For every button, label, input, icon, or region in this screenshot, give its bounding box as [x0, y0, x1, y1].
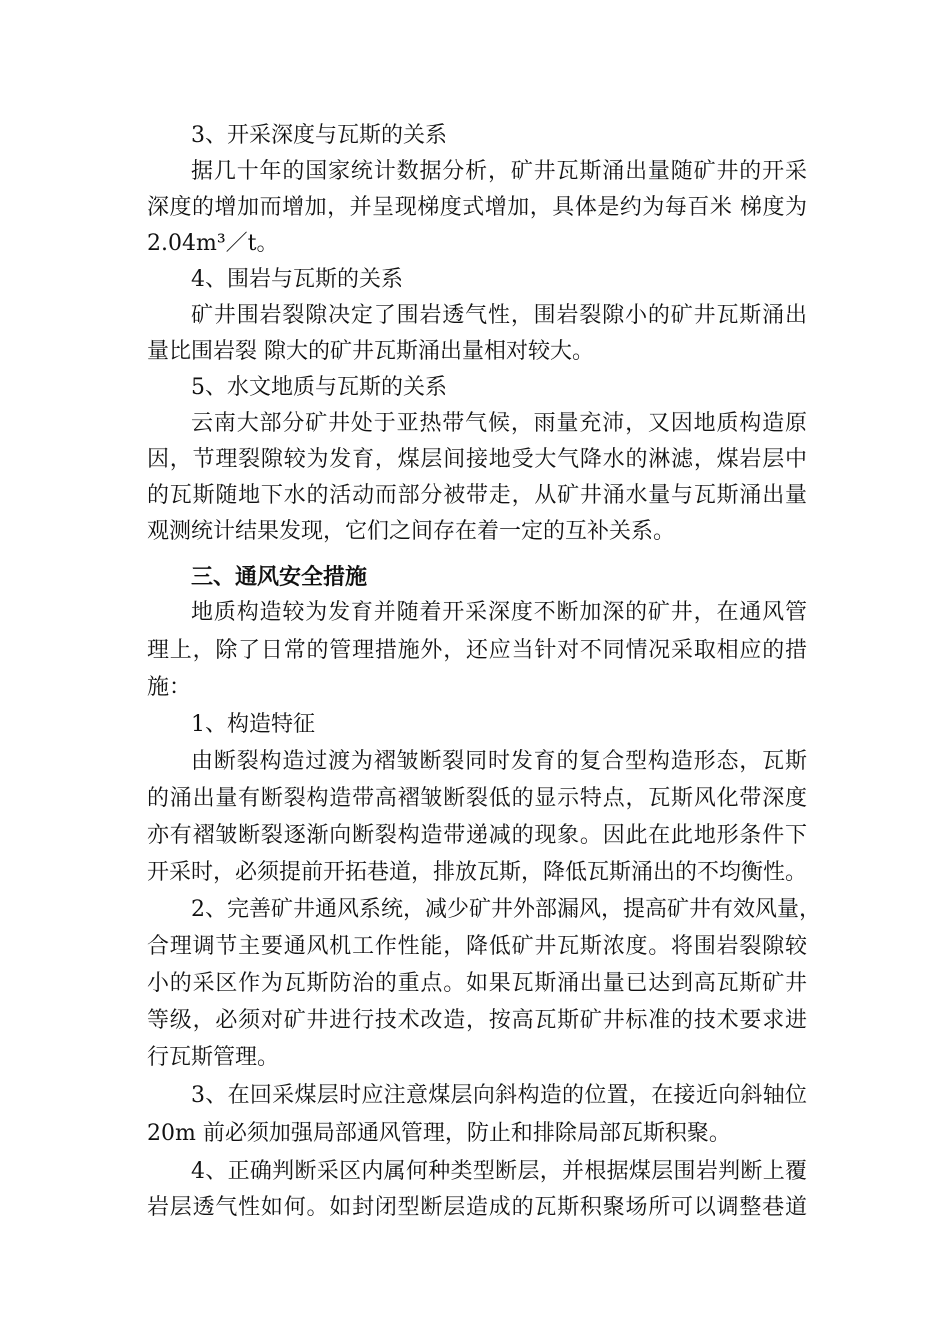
text-line-20: 亦有褶皱断裂逐渐向断裂构造带递减的现象。因此在此地形条件下	[147, 823, 807, 848]
text-line-26: 行瓦斯管理。	[147, 1045, 280, 1070]
text-line-18: 由断裂构造过渡为褶皱断裂同时发育的复合型构造形态，瓦斯	[191, 749, 807, 774]
text-line-24: 小的采区作为瓦斯防治的重点。如果瓦斯涌出量已达到高瓦斯矿井	[147, 971, 807, 996]
text-line-3: 深度的增加而增加，并呈现梯度式增加，具体是约为每百米 梯度为	[147, 195, 807, 220]
text-line-25: 等级，必须对矿井进行技术改造，按高瓦斯矿井标准的技术要求进	[147, 1008, 807, 1033]
text-line-27: 3、在回采煤层时应注意煤层向斜构造的位置，在接近向斜轴位	[191, 1083, 807, 1108]
text-line-15: 理上，除了日常的管理措施外，还应当针对不同情况采取相应的措	[147, 638, 807, 663]
text-line-9: 云南大部分矿井处于亚热带气候，雨量充沛，又因地质构造原	[191, 411, 807, 436]
text-line-8: 5、水文地质与瓦斯的关系	[191, 375, 447, 400]
text-line-6: 矿井围岩裂隙决定了围岩透气性，围岩裂隙小的矿井瓦斯涌出	[191, 303, 807, 328]
text-line-29: 4、正确判断采区内属何种类型断层，并根据煤层围岩判断上覆	[191, 1159, 807, 1184]
text-line-1: 3、开采深度与瓦斯的关系	[191, 123, 447, 148]
text-line-5: 4、围岩与瓦斯的关系	[191, 267, 403, 292]
text-line-22: 2、完善矿井通风系统，减少矿井外部漏风，提高矿井有效风量，	[191, 897, 821, 922]
text-line-4: 2.04m³／t。	[147, 231, 279, 256]
text-line-23: 合理调节主要通风机工作性能，降低矿井瓦斯浓度。将围岩裂隙较	[147, 934, 807, 959]
text-line-17: 1、构造特征	[191, 712, 315, 737]
text-line-7: 量比围岩裂 隙大的矿井瓦斯涌出量相对较大。	[147, 339, 594, 364]
text-line-10: 因，节理裂隙较为发育，煤层间接地受大气降水的淋滤，煤岩层中	[147, 447, 807, 472]
text-line-19: 的涌出量有断裂构造带高褶皱断裂低的显示特点，瓦斯风化带深度	[147, 786, 807, 811]
text-line-12: 观测统计结果发现，它们之间存在着一定的互补关系。	[147, 519, 676, 544]
text-line-14: 地质构造较为发育并随着开采深度不断加深的矿井，在通风管	[191, 600, 807, 625]
text-line-30: 岩层透气性如何。如封闭型断层造成的瓦斯积聚场所可以调整巷道	[147, 1195, 807, 1220]
text-line-28: 20m 前必须加强局部通风管理，防止和排除局部瓦斯积聚。	[147, 1121, 731, 1146]
text-line-2: 据几十年的国家统计数据分析，矿井瓦斯涌出量随矿井的开采	[191, 159, 807, 184]
text-line-16: 施：	[147, 675, 192, 700]
text-line-21: 开采时，必须提前开拓巷道，排放瓦斯，降低瓦斯涌出的不均衡性。	[147, 860, 808, 885]
text-line-11: 的瓦斯随地下水的活动而部分被带走，从矿井涌水量与瓦斯涌出量	[147, 483, 807, 508]
section-heading: 三、通风安全措施	[191, 564, 368, 590]
